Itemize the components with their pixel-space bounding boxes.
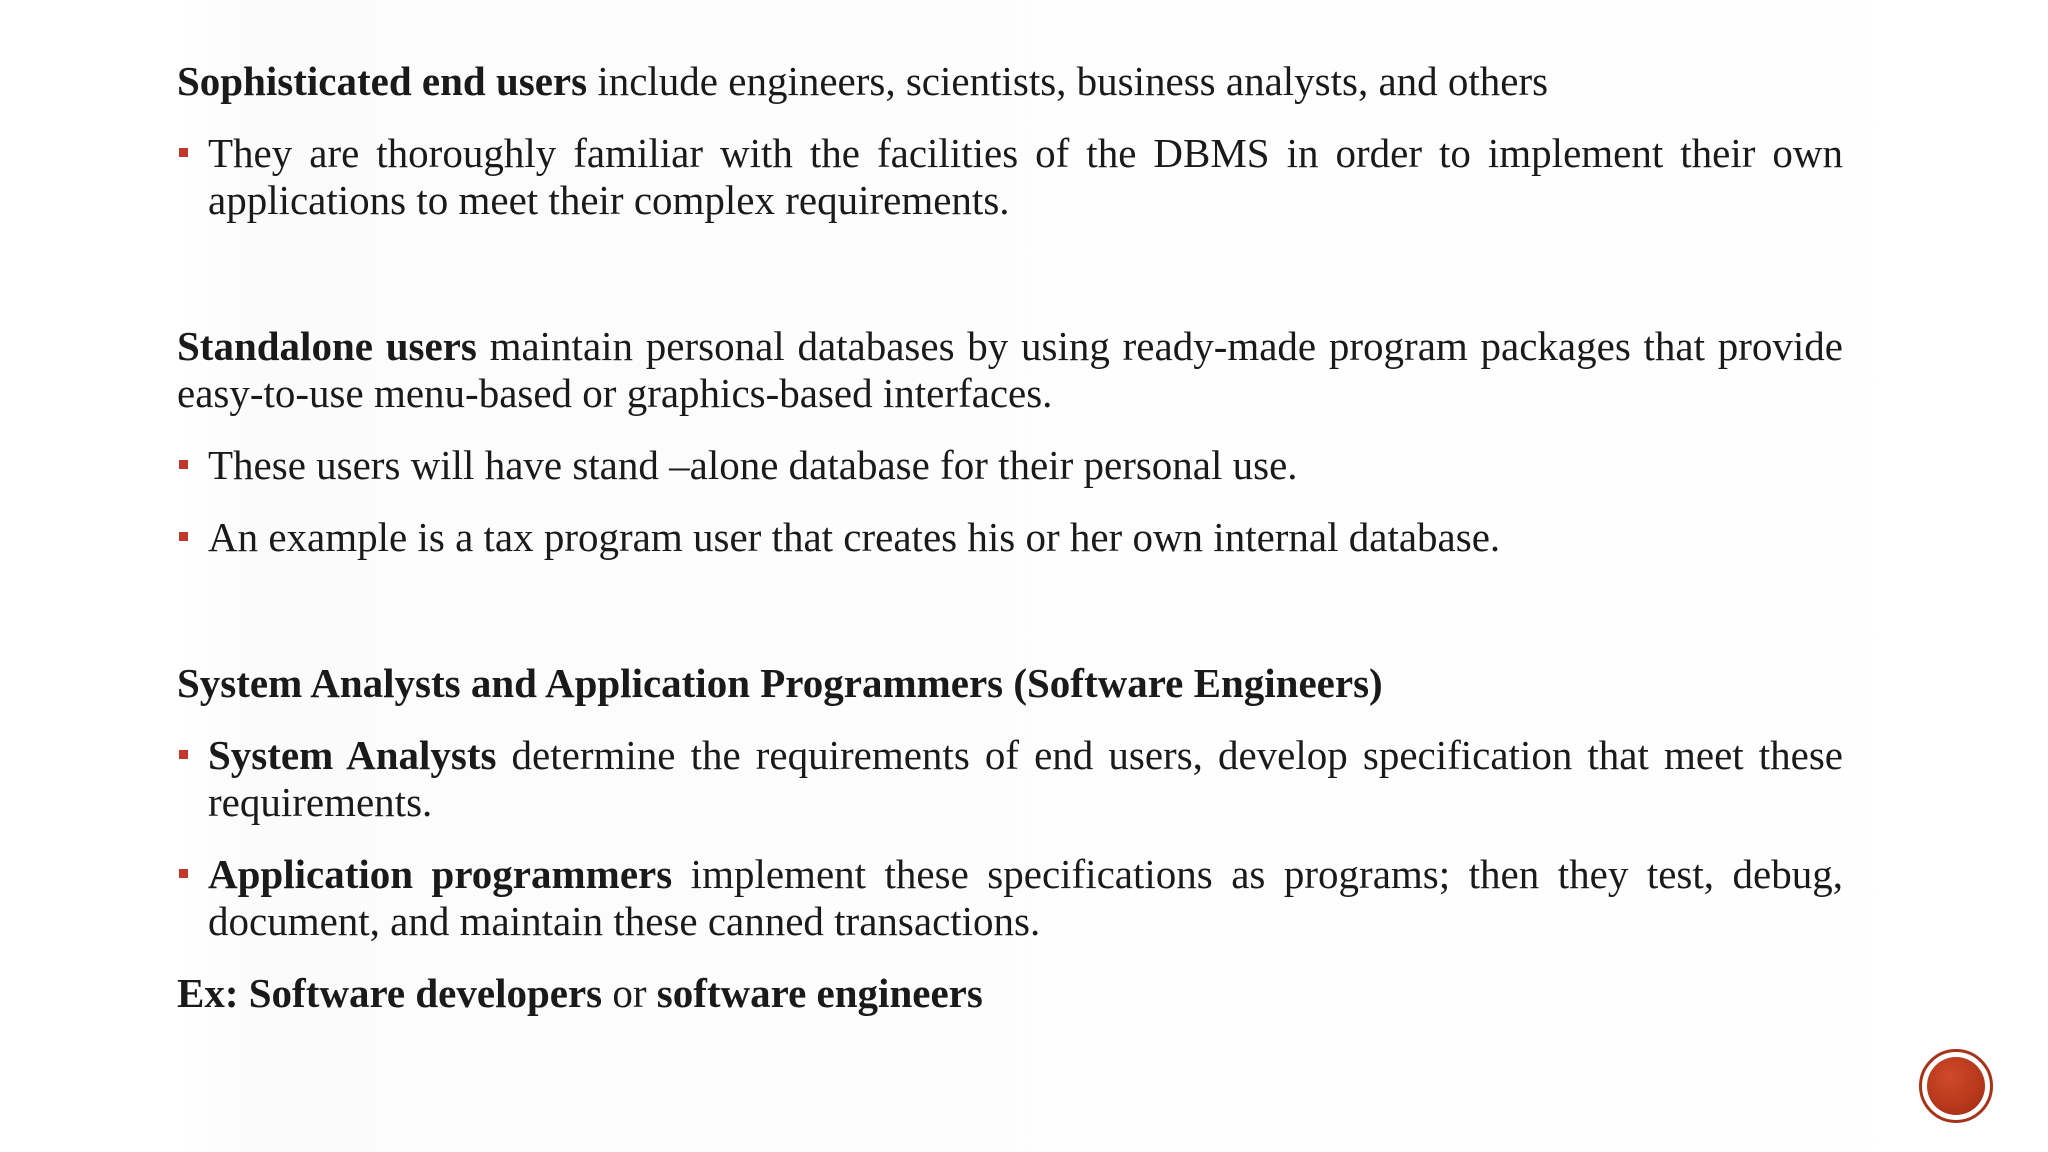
sophisticated-users-description: include engineers, scientists, business analysts, and others [587, 58, 1549, 104]
standalone-users-term: Standalone users [177, 323, 477, 369]
bullet-text: An example is a tax program user that creates his or her own internal database. [208, 514, 1501, 560]
bullet-term: Application programmers [208, 851, 673, 897]
standalone-users-heading [177, 323, 1843, 417]
square-bullet-icon [179, 148, 188, 157]
example-term-2: software engineers [656, 970, 983, 1016]
slide-content [177, 58, 1843, 1017]
sophisticated-users-term: Sophisticated end users [177, 58, 588, 104]
example-line [177, 970, 1843, 1017]
bullet-text: determine the requirements of end users, develop specification that meet these requirements. [208, 732, 1843, 825]
list-item [177, 514, 1843, 561]
bullet-text: They are thoroughly familiar with the facilities of the DBMS in order to implement their own applications to meet their complex requirements. [208, 130, 1843, 223]
example-term-1: Ex: Software developers [177, 970, 603, 1016]
list-item [177, 732, 1843, 826]
system-analysts-heading-text: System Analysts and Application Programmers (Software Engineers) [177, 660, 1383, 706]
slide-nav-circle-button[interactable] [1919, 1049, 1993, 1123]
example-connector: or [602, 970, 657, 1016]
square-bullet-icon [179, 460, 188, 469]
bullet-text: These users will have stand –alone database for their personal use. [208, 442, 1298, 488]
circle-icon [1927, 1057, 1985, 1115]
bullet-term: System Analysts [208, 732, 497, 778]
list-item [177, 442, 1843, 489]
square-bullet-icon [179, 750, 188, 759]
square-bullet-icon [179, 532, 188, 541]
sophisticated-users-heading [177, 58, 1843, 105]
list-item [177, 130, 1843, 224]
bullet-text: implement these specifications as programs; then they test, debug, document, and maintain these canned transactions. [208, 851, 1843, 944]
standalone-users-description: maintain personal databases by using ready-made program packages that provide easy-to-use menu-based or graphics-based interfaces. [177, 323, 1844, 416]
system-analysts-heading [177, 660, 1843, 707]
square-bullet-icon [179, 869, 188, 878]
list-item [177, 851, 1843, 945]
